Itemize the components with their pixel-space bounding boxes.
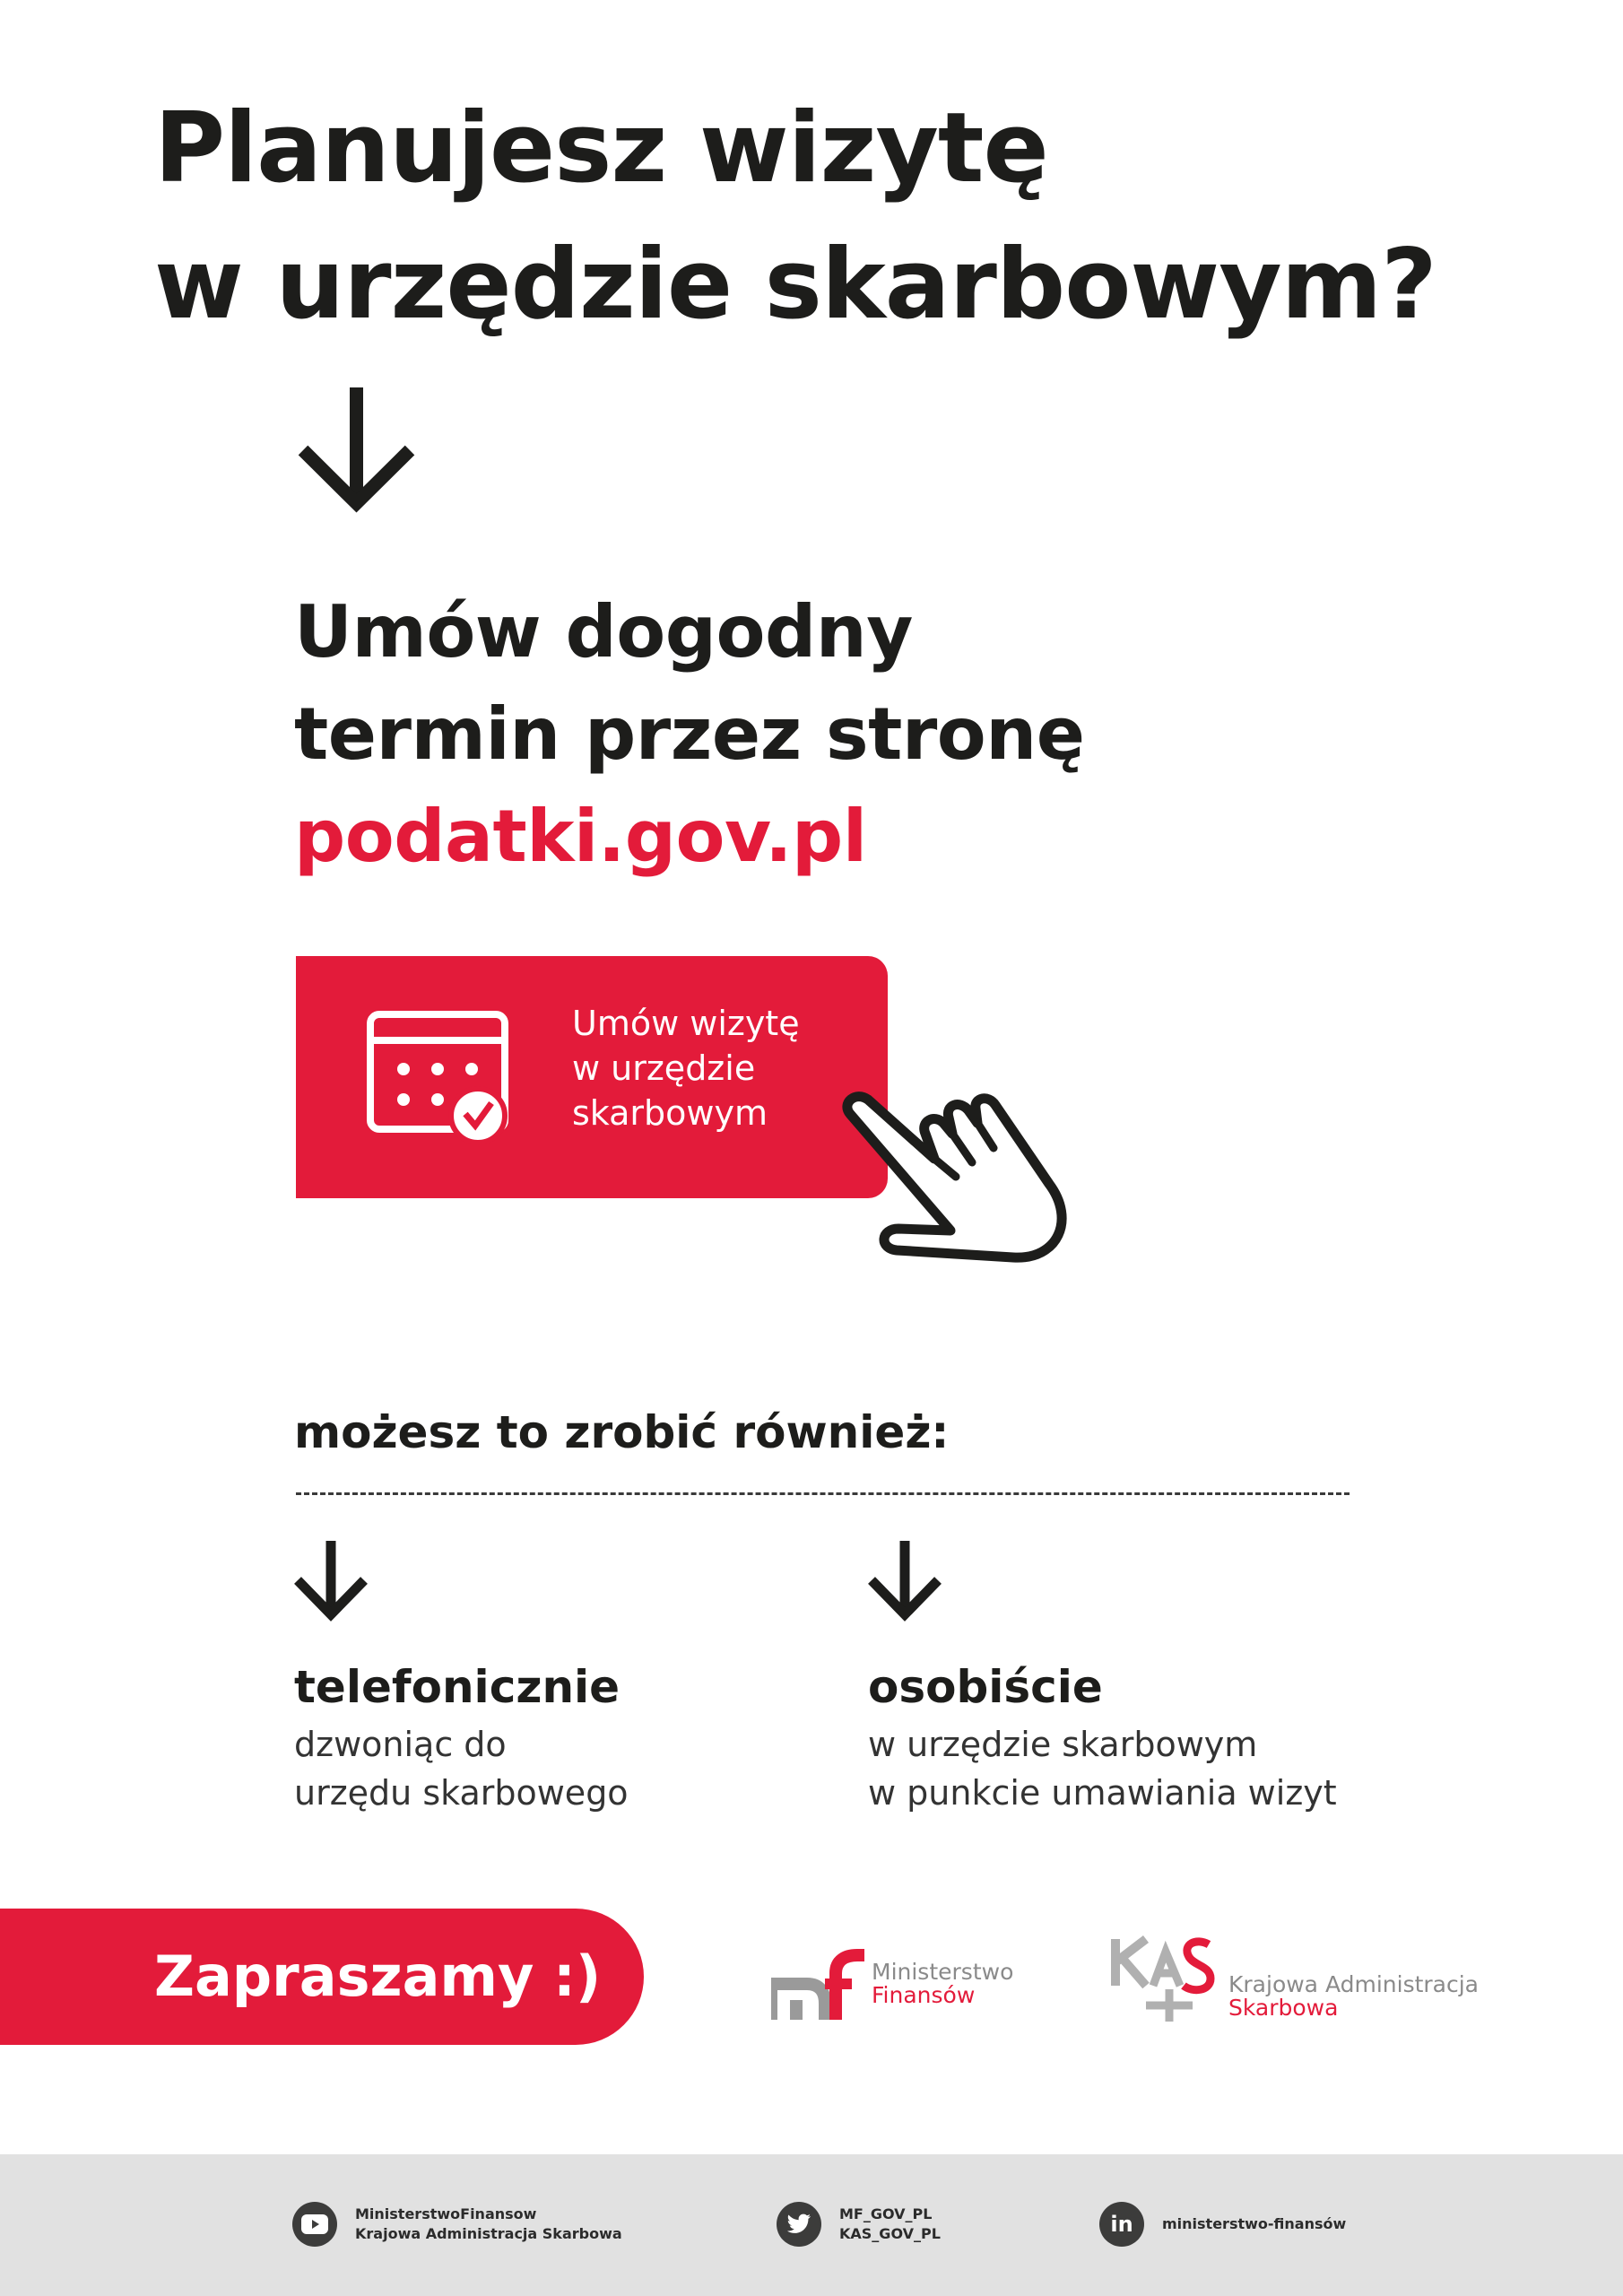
dashed-divider: [296, 1492, 1350, 1495]
alternatives-heading: możesz to zrobić również:: [294, 1406, 950, 1458]
option-line: urzędu skarbowego: [294, 1773, 629, 1813]
option-in-person: [868, 1656, 1337, 1817]
website-link[interactable]: podatki.gov.pl: [294, 795, 867, 878]
linkedin-icon: in: [1099, 2202, 1144, 2247]
twitter-line-1: MF_GOV_PL: [839, 2205, 933, 2222]
kas-logo-mark-icon: [1110, 1935, 1218, 2025]
mf-logo-line-2: Finansów: [872, 1982, 976, 2008]
kas-logo: [1110, 1935, 1487, 2025]
subhead-line-2: termin przez stronę: [294, 692, 1085, 776]
ministry-of-finance-logo: [771, 1948, 1058, 2020]
page-title: [154, 81, 1553, 353]
option-phone: [294, 1656, 629, 1817]
cta-line-1: Umów wizytę: [572, 1004, 800, 1043]
cta-line-2: w urzędzie: [572, 1048, 756, 1088]
book-visit-label: [572, 1001, 859, 1135]
twitter-icon: [777, 2202, 821, 2247]
twitter-line-2: KAS_GOV_PL: [839, 2225, 941, 2242]
mf-logo-line-1: Ministerstwo: [872, 1959, 1014, 1985]
mf-logo-mark-icon: [771, 1948, 870, 2020]
kas-logo-line-1: Krajowa Administracja: [1228, 1971, 1480, 1997]
option-line: dzwoniąc do: [294, 1725, 507, 1764]
kas-logo-line-2: Skarbowa: [1228, 1995, 1339, 2021]
headline-line-1: Planujesz wizytę: [154, 92, 1048, 204]
subheading: [294, 581, 1460, 888]
arrow-down-icon: [292, 1541, 369, 1622]
arrow-down-icon: [296, 387, 417, 513]
youtube-line-2: Krajowa Administracja Skarbowa: [355, 2225, 622, 2242]
twitter-link[interactable]: [777, 2197, 941, 2251]
youtube-line-1: MinisterstwoFinansow: [355, 2205, 537, 2222]
youtube-icon: [292, 2202, 337, 2247]
linkedin-line-1: ministerstwo-finansów: [1162, 2215, 1347, 2232]
option-line: w punkcie umawiania wizyt: [868, 1773, 1337, 1813]
closing-banner: [0, 1909, 644, 2045]
option-line: w urzędzie skarbowym: [868, 1725, 1258, 1764]
linkedin-link[interactable]: [1099, 2197, 1346, 2251]
closing-text: Zapraszamy :): [154, 1944, 602, 2009]
arrow-down-icon: [866, 1541, 943, 1622]
headline-line-2: w urzędzie skarbowym?: [154, 229, 1436, 341]
calendar-check-icon: [366, 1010, 509, 1144]
footer: [0, 2154, 1623, 2296]
subhead-line-1: Umów dogodny: [294, 590, 913, 674]
book-visit-button[interactable]: [296, 956, 888, 1198]
cta-line-3: skarbowym: [572, 1093, 768, 1133]
youtube-link[interactable]: [292, 2197, 622, 2251]
option-title: osobiście: [868, 1661, 1103, 1713]
pointing-hand-icon: [834, 1058, 1103, 1274]
option-title: telefonicznie: [294, 1661, 621, 1713]
